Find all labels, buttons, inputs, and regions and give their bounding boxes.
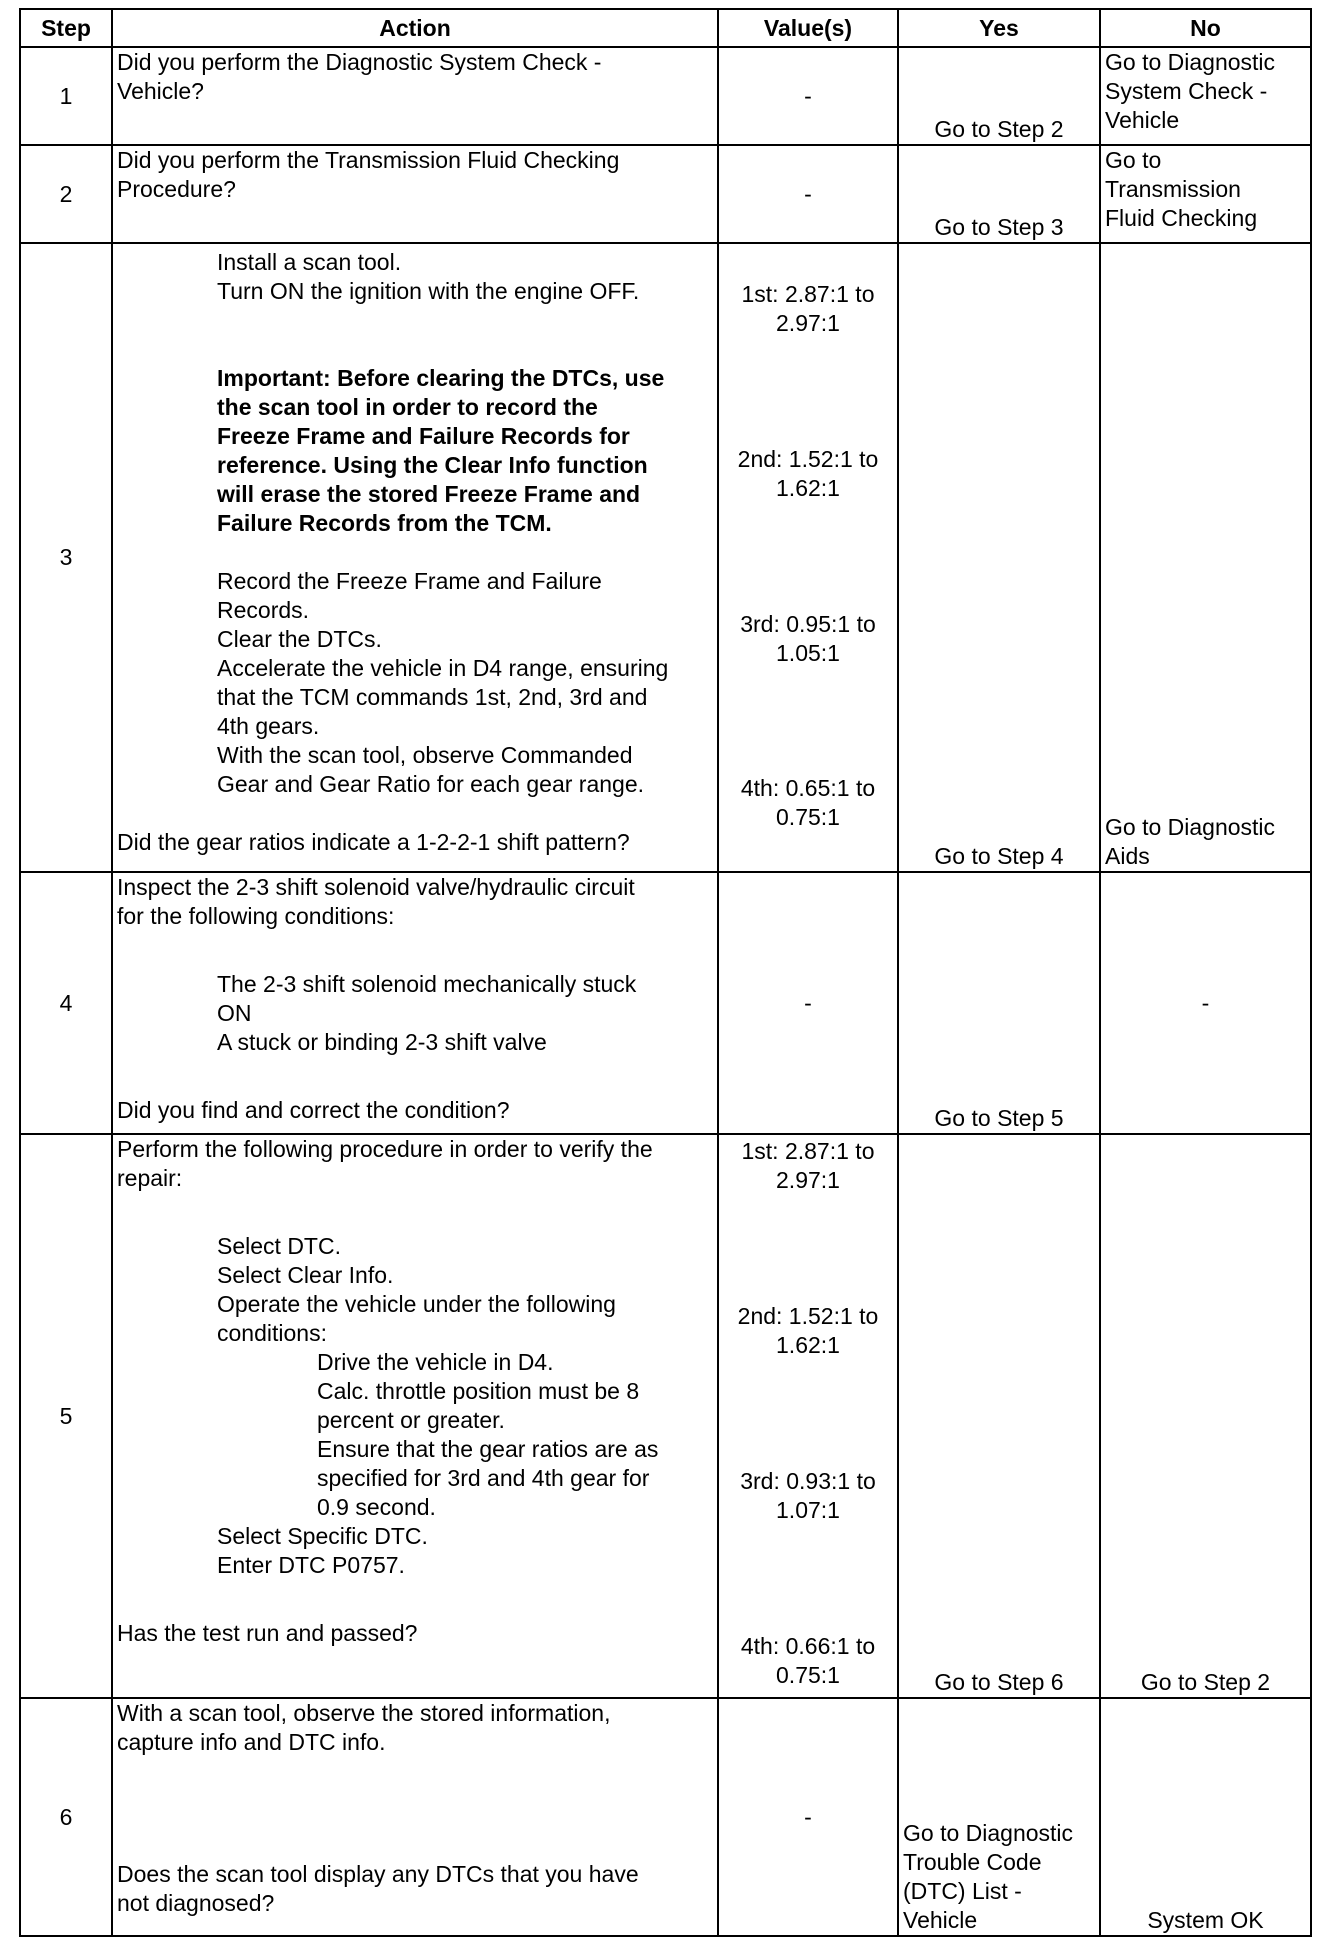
yes-line: (DTC) List - xyxy=(903,1878,1022,1904)
action-step: Record the Freeze Frame and Failure xyxy=(217,568,602,594)
gear-ratio-4th xyxy=(719,774,897,832)
step-number: 5 xyxy=(20,1134,112,1698)
action-cell xyxy=(112,1134,718,1698)
action-step: 4th gears. xyxy=(217,713,320,739)
ratio-line: 2nd: 1.52:1 to xyxy=(737,1303,879,1329)
action-cell xyxy=(112,872,718,1134)
procedure-step: conditions: xyxy=(217,1320,327,1346)
step-number: 3 xyxy=(20,243,112,872)
ratio-line: 3rd: 0.95:1 to xyxy=(740,611,876,637)
action-question: not diagnosed? xyxy=(117,1890,275,1916)
procedure-step: Operate the vehicle under the following xyxy=(217,1291,616,1317)
value-cell: - xyxy=(718,145,898,243)
gear-ratio-3rd xyxy=(719,610,897,668)
procedure-substep: 0.9 second. xyxy=(317,1494,436,1520)
important-note: Freeze Frame and Failure Records for xyxy=(217,423,630,449)
action-step: Install a scan tool. xyxy=(217,249,402,275)
important-note: Important: Before clearing the DTCs, use xyxy=(217,365,665,391)
ratio-line: 3rd: 0.93:1 to xyxy=(740,1468,876,1494)
action-step: Turn ON the ignition with the engine OFF. xyxy=(217,278,640,304)
action-step: that the TCM commands 1st, 2nd, 3rd and xyxy=(217,684,648,710)
no-link[interactable] xyxy=(1100,145,1311,243)
ratio-line: 0.75:1 xyxy=(776,1662,840,1688)
no-line: Go to Diagnostic xyxy=(1105,49,1276,75)
no-link[interactable] xyxy=(1100,47,1311,145)
action-line: Inspect the 2-3 shift solenoid valve/hydraulic circuit xyxy=(117,874,635,900)
gear-ratio-3rd xyxy=(719,1467,897,1525)
table-row-step-4 xyxy=(20,872,1311,1134)
gear-ratio-1st xyxy=(719,280,897,338)
action-step: Gear and Gear Ratio for each gear range. xyxy=(217,771,645,797)
action-cell xyxy=(112,47,718,145)
ratio-line: 4th: 0.65:1 to xyxy=(740,775,876,801)
procedure-substep: Drive the vehicle in D4. xyxy=(317,1349,554,1375)
action-question: Did you find and correct the condition? xyxy=(117,1097,510,1123)
condition-item: The 2-3 shift solenoid mechanically stuck xyxy=(217,971,637,997)
table-row-step-5 xyxy=(20,1134,1311,1698)
important-note: the scan tool in order to record the xyxy=(217,394,598,420)
important-note: will erase the stored Freeze Frame and xyxy=(217,481,641,507)
table-row-step-3 xyxy=(20,243,1311,872)
no-link[interactable]: Go to Step 2 xyxy=(1100,1134,1311,1698)
action-question: Did the gear ratios indicate a 1-2-2-1 shift pattern? xyxy=(117,829,630,855)
ratio-line: 2.97:1 xyxy=(776,1167,840,1193)
action-step: Records. xyxy=(217,597,310,623)
procedure-step: Select DTC. xyxy=(217,1233,341,1259)
action-line: Procedure? xyxy=(117,176,236,202)
action-line: capture info and DTC info. xyxy=(117,1729,386,1755)
procedure-substep: Ensure that the gear ratios are as xyxy=(317,1436,659,1462)
value-cell xyxy=(718,1134,898,1698)
ratio-line: 4th: 0.66:1 to xyxy=(740,1633,876,1659)
action-line: Did you perform the Transmission Fluid Checking xyxy=(117,147,620,173)
action-cell xyxy=(112,145,718,243)
ratio-line: 1.05:1 xyxy=(776,640,840,666)
value-cell: - xyxy=(718,872,898,1134)
value-cell xyxy=(718,243,898,872)
ratio-line: 1st: 2.87:1 to xyxy=(741,1138,875,1164)
gear-ratio-2nd xyxy=(719,1302,897,1360)
yes-link[interactable]: Go to Step 4 xyxy=(898,243,1100,872)
important-note: reference. Using the Clear Info function xyxy=(217,452,648,478)
yes-link[interactable]: Go to Step 3 xyxy=(898,145,1100,243)
yes-link[interactable] xyxy=(898,1698,1100,1936)
ratio-line: 1.62:1 xyxy=(776,475,840,501)
procedure-substep: specified for 3rd and 4th gear for xyxy=(317,1465,650,1491)
step-number: 4 xyxy=(20,872,112,1134)
condition-item: A stuck or binding 2-3 shift valve xyxy=(217,1029,547,1055)
action-question: Has the test run and passed? xyxy=(117,1620,418,1646)
action-question: Does the scan tool display any DTCs that you have xyxy=(117,1861,639,1887)
procedure-step: Enter DTC P0757. xyxy=(217,1552,405,1578)
value-cell: - xyxy=(718,1698,898,1936)
no-cell: System OK xyxy=(1100,1698,1311,1936)
ratio-line: 2nd: 1.52:1 to xyxy=(737,446,879,472)
action-step: Clear the DTCs. xyxy=(217,626,382,652)
ratio-line: 2.97:1 xyxy=(776,310,840,336)
no-line: Go to Diagnostic xyxy=(1105,814,1276,840)
yes-line: Trouble Code xyxy=(903,1849,1042,1875)
no-line: Transmission xyxy=(1105,176,1241,202)
gear-ratio-2nd xyxy=(719,445,897,503)
gear-ratio-1st xyxy=(719,1137,897,1195)
procedure-substep: percent or greater. xyxy=(317,1407,505,1433)
action-cell xyxy=(112,243,718,872)
condition-item: ON xyxy=(217,1000,252,1026)
no-link[interactable] xyxy=(1100,243,1311,872)
no-line: Fluid Checking xyxy=(1105,205,1258,231)
no-cell: - xyxy=(1100,872,1311,1134)
header-row xyxy=(20,9,1311,47)
ratio-line: 1.62:1 xyxy=(776,1332,840,1358)
action-line: for the following conditions: xyxy=(117,903,395,929)
no-line: Vehicle xyxy=(1105,107,1180,133)
diagnostic-table xyxy=(19,8,1312,1937)
procedure-substep: Calc. throttle position must be 8 xyxy=(317,1378,640,1404)
action-line: Did you perform the Diagnostic System Check - xyxy=(117,49,602,75)
action-line: Perform the following procedure in order to verify the xyxy=(117,1136,653,1162)
ratio-line: 1st: 2.87:1 to xyxy=(741,281,875,307)
step-number: 1 xyxy=(20,47,112,145)
no-line: Go to xyxy=(1105,147,1162,173)
ratio-line: 1.07:1 xyxy=(776,1497,840,1523)
ratio-line: 0.75:1 xyxy=(776,804,840,830)
table-row-step-2 xyxy=(20,145,1311,243)
important-note: Failure Records from the TCM. xyxy=(217,510,552,536)
value-cell: - xyxy=(718,47,898,145)
action-step: With the scan tool, observe Commanded xyxy=(217,742,633,768)
action-cell xyxy=(112,1698,718,1936)
action-step: Accelerate the vehicle in D4 range, ensuring xyxy=(217,655,669,681)
header-yes: Yes xyxy=(898,9,1100,47)
gear-ratio-4th xyxy=(719,1632,897,1690)
yes-link[interactable]: Go to Step 5 xyxy=(898,872,1100,1134)
action-line: Vehicle? xyxy=(117,78,204,104)
step-number: 2 xyxy=(20,145,112,243)
procedure-step: Select Clear Info. xyxy=(217,1262,394,1288)
no-line: Aids xyxy=(1105,843,1150,869)
header-step: Step xyxy=(20,9,112,47)
yes-line: Vehicle xyxy=(903,1907,978,1933)
yes-link[interactable]: Go to Step 6 xyxy=(898,1134,1100,1698)
header-no: No xyxy=(1100,9,1311,47)
table-row-step-1 xyxy=(20,47,1311,145)
header-action: Action xyxy=(112,9,718,47)
yes-line: Go to Diagnostic xyxy=(903,1820,1074,1846)
table-row-step-6 xyxy=(20,1698,1311,1936)
action-line: repair: xyxy=(117,1165,183,1191)
yes-link[interactable]: Go to Step 2 xyxy=(898,47,1100,145)
action-line: With a scan tool, observe the stored information, xyxy=(117,1700,611,1726)
header-values: Value(s) xyxy=(718,9,898,47)
no-line: System Check - xyxy=(1105,78,1268,104)
step-number: 6 xyxy=(20,1698,112,1936)
procedure-step: Select Specific DTC. xyxy=(217,1523,428,1549)
